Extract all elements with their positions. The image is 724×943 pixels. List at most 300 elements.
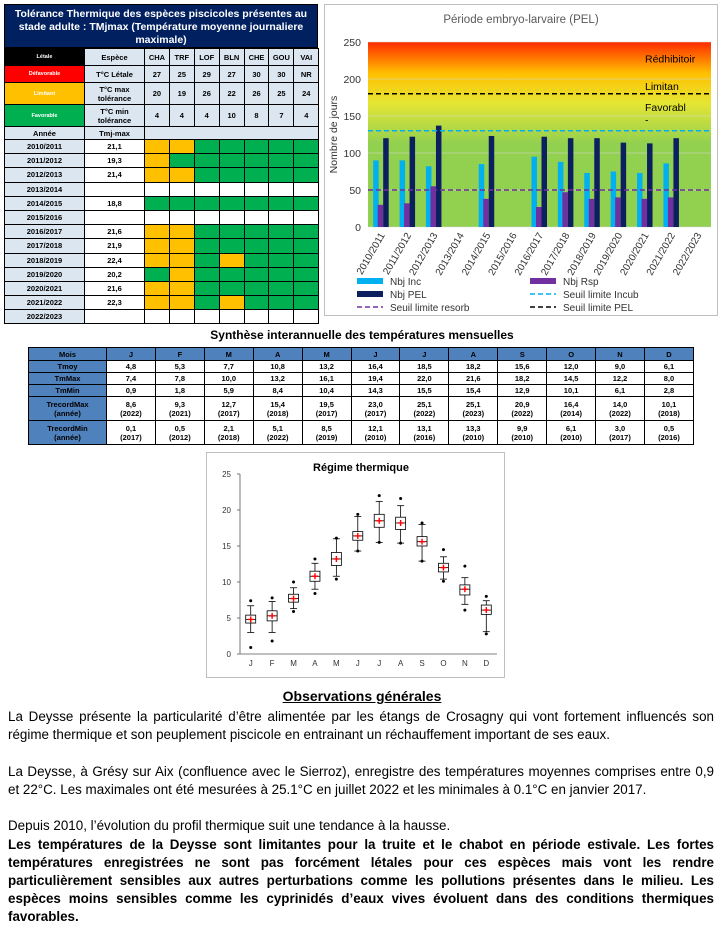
pel-zone-label: Limitan — [645, 81, 679, 94]
record-value: 25,1 — [417, 399, 432, 409]
table-row — [5, 225, 319, 239]
status-cell — [194, 210, 219, 224]
year-cell: 2010/2011 — [5, 140, 85, 154]
max-value: 25 — [269, 83, 294, 105]
synthese-value: 10,4 — [302, 385, 351, 397]
status-cell — [294, 296, 319, 310]
pel-bar-nbj-rsp — [536, 207, 542, 227]
pel-bar-nbj-pel — [594, 138, 600, 227]
regime-outlier — [292, 610, 295, 613]
regime-xtick: A — [397, 659, 404, 668]
record-label: TrecordMax — [46, 399, 89, 409]
pel-legend-swatch — [357, 278, 383, 284]
record-year: (2012) — [169, 432, 191, 442]
pel-bar-nbj-pel — [621, 143, 627, 227]
status-cell — [294, 267, 319, 281]
letale-value: 29 — [194, 66, 219, 83]
status-cell — [269, 210, 294, 224]
synthese-value: 1,8 — [155, 385, 204, 397]
regime-ytick: 25 — [222, 470, 231, 479]
record-value: 14,0 — [612, 399, 628, 409]
status-cell — [244, 196, 269, 210]
table-row — [29, 397, 694, 421]
record-year: (2014) — [560, 408, 582, 418]
synthese-value: 8,0 — [644, 373, 693, 385]
synthese-value: 4,8 — [107, 361, 156, 373]
record-label: TrecordMin — [47, 423, 88, 433]
record-value-cell — [449, 397, 498, 421]
status-cell — [269, 267, 294, 281]
status-cell — [294, 310, 319, 324]
status-cell — [169, 154, 194, 168]
table-row — [5, 127, 319, 140]
status-cell — [269, 239, 294, 253]
table-row — [5, 66, 319, 83]
min-value: 8 — [244, 105, 269, 127]
table-row — [29, 361, 694, 373]
table-row — [5, 239, 319, 253]
row-letale-label: T°C Létale — [85, 66, 145, 83]
status-cell — [145, 182, 170, 196]
pel-xtick: 2015/2016 — [486, 231, 520, 278]
table-row — [5, 267, 319, 281]
tmj-cell: 21,6 — [85, 225, 145, 239]
pel-bar-nbj-pel — [436, 126, 442, 227]
status-cell — [269, 310, 294, 324]
tmj-cell — [85, 210, 145, 224]
status-cell — [294, 253, 319, 267]
status-cell — [219, 310, 244, 324]
synthese-value: 14,3 — [351, 385, 400, 397]
status-cell — [169, 281, 194, 295]
status-cell — [269, 154, 294, 168]
max-value: 24 — [294, 83, 319, 105]
record-value-cell — [253, 421, 302, 445]
month-header: Mois — [29, 348, 107, 361]
status-cell — [269, 281, 294, 295]
synthese-value: 8,4 — [253, 385, 302, 397]
regime-xtick: N — [461, 659, 468, 668]
synthese-value: 15,6 — [498, 361, 547, 373]
status-cell — [294, 281, 319, 295]
pel-bar-nbj-rsp — [430, 186, 436, 227]
legend-favorable: Favorable — [5, 105, 85, 127]
regime-outlier — [399, 542, 402, 545]
regime-xtick: A — [312, 659, 318, 668]
synthese-value: 22,0 — [400, 373, 449, 385]
pel-xtick: 2016/2017 — [512, 231, 547, 278]
record-value: 9,9 — [516, 423, 528, 433]
synthese-value: 7,7 — [204, 361, 253, 373]
month-cell: J — [400, 348, 449, 361]
pel-legend-label: Seuil limite Incub — [563, 290, 639, 301]
month-cell: S — [498, 348, 547, 361]
max-value: 22 — [219, 83, 244, 105]
table-row — [5, 168, 319, 182]
regime-outlier — [442, 580, 445, 583]
status-cell — [194, 168, 219, 182]
record-value: 6,1 — [565, 423, 577, 433]
synthese-value: 14,5 — [547, 373, 596, 385]
record-year: (2017) — [217, 408, 240, 418]
synthese-value: 18,5 — [400, 361, 449, 373]
table-row — [5, 253, 319, 267]
tmj-cell: 18,8 — [85, 196, 145, 210]
regime-outlier — [378, 541, 381, 544]
table-row — [5, 296, 319, 310]
pel-xtick: 2012/2013 — [407, 231, 441, 278]
synthese-value: 12,2 — [596, 373, 645, 385]
letale-value: 30 — [244, 66, 269, 83]
tmj-cell — [85, 310, 145, 324]
status-cell — [244, 296, 269, 310]
regime-xtick: M — [333, 659, 340, 668]
synthese-value: 2,8 — [644, 385, 693, 397]
regime-ytick: 10 — [222, 578, 231, 587]
regime-chart — [206, 452, 505, 678]
year-cell: 2016/2017 — [5, 225, 85, 239]
synthese-value: 5,3 — [155, 361, 204, 373]
species-header: Espèce — [85, 49, 145, 66]
pel-xtick: 2022/2023 — [671, 231, 705, 278]
month-cell: A — [253, 348, 302, 361]
synthese-row-label: TmMax — [29, 373, 107, 385]
status-cell — [145, 154, 170, 168]
record-year: (2018) — [266, 408, 289, 418]
status-cell — [244, 154, 269, 168]
table-row — [29, 373, 694, 385]
max-value: 26 — [194, 83, 219, 105]
record-year: (2018) — [658, 408, 680, 418]
record-year: (2017) — [609, 432, 631, 442]
record-value-cell — [204, 421, 253, 445]
status-cell — [244, 267, 269, 281]
tolerance-title: Tolérance Thermique des espèces piscicoles présentes au stade adulte : TMjmax (Température moyenne journaliere maximale) — [4, 4, 318, 48]
status-cell — [169, 196, 194, 210]
status-cell — [194, 253, 219, 267]
pel-chart — [324, 4, 718, 316]
pel-bar-nbj-pel — [383, 138, 389, 227]
status-cell — [145, 168, 170, 182]
synthese-value: 6,1 — [596, 385, 645, 397]
record-value: 9,3 — [174, 399, 186, 409]
status-cell — [294, 140, 319, 154]
status-cell — [145, 196, 170, 210]
regime-ytick: 5 — [226, 614, 231, 623]
tmj-cell: 21,4 — [85, 168, 145, 182]
tmj-cell: 21,1 — [85, 140, 145, 154]
year-header: Année — [5, 127, 85, 140]
year-cell: 2013/2014 — [5, 182, 85, 196]
record-year: (2022) — [609, 408, 631, 418]
year-cell: 2018/2019 — [5, 253, 85, 267]
status-cell — [294, 196, 319, 210]
status-cell — [294, 225, 319, 239]
synthese-value: 13,2 — [302, 361, 351, 373]
species-cha: CHA — [145, 49, 170, 66]
status-cell — [244, 210, 269, 224]
legend-letale: Létale — [5, 49, 85, 66]
record-year: (2010) — [560, 432, 582, 442]
pel-xtick: 2017/2018 — [539, 231, 573, 278]
regime-xtick: J — [355, 659, 360, 668]
status-cell — [169, 182, 194, 196]
record-year: (2016) — [658, 432, 680, 442]
record-year: (2010) — [462, 432, 485, 442]
letale-value: 27 — [219, 66, 244, 83]
regime-outlier — [313, 592, 316, 595]
status-cell — [244, 140, 269, 154]
record-value: 3,0 — [614, 423, 626, 433]
record-value-cell — [547, 421, 596, 445]
record-value-cell — [351, 421, 400, 445]
obs-paragraph-1: La Deysse présente la particularité d’être alimentée par les étangs de Crosagny qui vont fortement influencés son régime thermique et son peuplement piscicole en entrainant un réchauffement important de ses eaux. — [8, 709, 714, 742]
table-row — [5, 281, 319, 295]
table-row — [5, 140, 319, 154]
table-row — [5, 196, 319, 210]
table-row — [5, 154, 319, 168]
pel-ytick: 200 — [343, 74, 361, 86]
record-value-cell — [204, 397, 253, 421]
tmj-cell: 19,3 — [85, 154, 145, 168]
row-min-label: T°C min tolérance — [85, 105, 145, 127]
pel-xtick: 2019/2020 — [592, 231, 626, 278]
month-cell: M — [204, 348, 253, 361]
obs-paragraph-4: Les températures de la Deysse sont limitantes pour la truite et le chabot en période estivale. Les fortes températures enregistrées ne sont pas forcément létales pour ces espèces mais vont les rendre particulièrement sensibles aux autres perturbations comme les pollutions présentes dans le milieu. Les espèces moins sensibles comme les cyprinidés d’eaux vives évoluent dans des conditions thermiques favorables. — [8, 837, 714, 924]
pel-xtick: 2013/2014 — [433, 231, 467, 278]
record-value: 5,1 — [272, 423, 283, 433]
regime-chart-svg — [207, 453, 504, 677]
status-cell — [145, 281, 170, 295]
pel-plot-area — [368, 42, 711, 227]
record-value-cell — [498, 397, 547, 421]
synthese-table — [28, 347, 694, 445]
min-value: 4 — [169, 105, 194, 127]
pel-legend-label: Nbj PEL — [390, 290, 427, 301]
synthese-value: 15,4 — [449, 385, 498, 397]
obs-paragraph-2: La Deysse, à Grésy sur Aix (confluence avec le Sierroz), enregistre des températures moyennes comprises entre 0,9 et 22°C. Les maximales ont été mesurées à 25.1°C en juillet 2022 et les minimales à 0.1°C en janvier 2017. — [8, 764, 714, 797]
pel-bar-nbj-pel — [673, 138, 679, 227]
year-cell: 2021/2022 — [5, 296, 85, 310]
regime-title: Régime thermique — [313, 462, 409, 474]
pel-legend-label: Nbj Inc — [390, 277, 422, 288]
pel-xtick: 2011/2012 — [381, 231, 415, 277]
status-cell — [294, 239, 319, 253]
status-cell — [169, 210, 194, 224]
status-cell — [269, 182, 294, 196]
table-row — [5, 182, 319, 196]
synthese-value: 12,9 — [498, 385, 547, 397]
year-cell: 2011/2012 — [5, 154, 85, 168]
species-che: CHE — [244, 49, 269, 66]
synthese-value: 7,4 — [107, 373, 156, 385]
tmj-cell: 22,3 — [85, 296, 145, 310]
record-value-cell — [644, 421, 693, 445]
table-row — [29, 348, 694, 361]
pel-ytick: 100 — [343, 148, 361, 160]
synthese-value: 18,2 — [449, 361, 498, 373]
regime-outlier — [421, 521, 424, 524]
synthese-value: 10,8 — [253, 361, 302, 373]
record-value: 0,5 — [663, 423, 675, 433]
regime-outlier — [249, 646, 252, 649]
status-cell — [194, 154, 219, 168]
year-cell: 2020/2021 — [5, 281, 85, 295]
synthese-row-label — [29, 421, 107, 445]
status-cell — [169, 239, 194, 253]
status-cell — [145, 267, 170, 281]
month-cell: N — [596, 348, 645, 361]
status-cell — [194, 182, 219, 196]
row-max-label: T°C max tolérance — [85, 83, 145, 105]
tolerance-table — [4, 4, 318, 324]
species-trf: TRF — [169, 49, 194, 66]
species-lof: LOF — [194, 49, 219, 66]
status-cell — [219, 267, 244, 281]
status-cell — [269, 140, 294, 154]
tmj-header: Tmj-max — [85, 127, 145, 140]
record-year: (2023) — [462, 408, 485, 418]
month-cell: J — [107, 348, 156, 361]
pel-bar-nbj-rsp — [642, 199, 648, 227]
pel-xtick: 2020/2021 — [618, 231, 652, 278]
status-cell — [219, 140, 244, 154]
year-cell: 2014/2015 — [5, 196, 85, 210]
status-cell — [219, 281, 244, 295]
record-value-cell — [155, 397, 204, 421]
max-value: 19 — [169, 83, 194, 105]
regime-ytick: 20 — [222, 506, 231, 515]
synthese-value: 5,9 — [204, 385, 253, 397]
status-cell — [169, 168, 194, 182]
status-cell — [219, 196, 244, 210]
regime-xtick: J — [248, 659, 253, 668]
status-cell — [294, 210, 319, 224]
regime-outlier — [249, 599, 252, 602]
record-year: (2022) — [266, 432, 289, 442]
record-value-cell — [302, 397, 351, 421]
record-value-cell — [400, 397, 449, 421]
record-value: 25,1 — [465, 399, 481, 409]
status-cell — [244, 239, 269, 253]
status-cell — [145, 296, 170, 310]
record-year: (2017) — [364, 408, 387, 418]
status-cell — [169, 253, 194, 267]
month-cell: A — [449, 348, 498, 361]
record-value: 19,5 — [319, 399, 334, 409]
status-cell — [244, 253, 269, 267]
status-cell — [169, 140, 194, 154]
synthese-value: 15,5 — [400, 385, 449, 397]
synthese-title: Synthèse interannuelle des températures mensuelles — [210, 328, 514, 342]
pel-zone-label: Rédhibitoir — [645, 53, 696, 66]
regime-outlier — [463, 609, 466, 612]
species-bln: BLN — [219, 49, 244, 66]
pel-xtick: 2014/2015 — [460, 231, 494, 278]
min-value: 7 — [269, 105, 294, 127]
synthese-value: 0,9 — [107, 385, 156, 397]
pel-bar-nbj-rsp — [483, 199, 489, 227]
pel-ytick: 50 — [349, 185, 361, 197]
pel-xtick: 2021/2022 — [644, 231, 679, 278]
record-value: 13,1 — [417, 423, 432, 433]
month-cell: J — [351, 348, 400, 361]
letale-value: 30 — [269, 66, 294, 83]
record-value: 16,4 — [563, 399, 579, 409]
status-cell — [194, 225, 219, 239]
record-value: 2,1 — [223, 423, 234, 433]
pel-bar-nbj-rsp — [615, 197, 621, 227]
pel-zone-label: - — [645, 114, 649, 127]
record-value-cell — [596, 397, 645, 421]
obs-paragraph-3: Depuis 2010, l’évolution du profil thermique suit une tendance à la hausse. — [8, 818, 451, 833]
regime-outlier — [335, 537, 338, 540]
regime-xtick: F — [269, 659, 275, 668]
synthese-value: 13,2 — [253, 373, 302, 385]
record-year: (2018) — [217, 432, 240, 442]
pel-ytick: 250 — [343, 37, 361, 49]
pel-bar-nbj-rsp — [378, 205, 384, 227]
max-value: 26 — [244, 83, 269, 105]
min-value: 10 — [219, 105, 244, 127]
year-cell: 2019/2020 — [5, 267, 85, 281]
letale-value: 27 — [145, 66, 170, 83]
legend-defavorable: Défavorable — [5, 66, 85, 83]
status-cell — [194, 140, 219, 154]
regime-outlier — [356, 513, 359, 516]
synthese-value: 6,1 — [644, 361, 693, 373]
record-year: (2017) — [315, 408, 338, 418]
record-value: 23,0 — [368, 399, 383, 409]
pel-bar-nbj-pel — [410, 137, 416, 227]
pel-ytick: 0 — [355, 222, 361, 234]
record-year: (2021) — [169, 408, 191, 418]
pel-xtick: 2018/2019 — [565, 231, 599, 278]
regime-xtick: J — [377, 659, 382, 668]
status-cell — [169, 296, 194, 310]
record-year: (2022) — [120, 408, 142, 418]
status-cell — [169, 310, 194, 324]
synthese-value: 19,4 — [351, 373, 400, 385]
min-value: 4 — [194, 105, 219, 127]
year-cell: 2015/2016 — [5, 210, 85, 224]
record-value: 8,5 — [321, 423, 332, 433]
pel-ylabel: Nombre de jours — [328, 95, 340, 174]
regime-outlier — [421, 560, 424, 563]
regime-xtick: M — [290, 659, 297, 668]
synthese-value: 10,0 — [204, 373, 253, 385]
regime-outlier — [313, 557, 316, 560]
regime-outlier — [378, 494, 381, 497]
tmj-cell: 20,2 — [85, 267, 145, 281]
record-value-cell — [644, 397, 693, 421]
regime-outlier — [271, 596, 274, 599]
status-cell — [269, 168, 294, 182]
status-cell — [219, 182, 244, 196]
regime-outlier — [463, 565, 466, 568]
synthese-row-label: Tmoy — [29, 361, 107, 373]
record-value: 15,4 — [270, 399, 285, 409]
synthese-row-label — [29, 397, 107, 421]
pel-zone-label: Favorabl — [645, 101, 686, 114]
month-cell: O — [547, 348, 596, 361]
pel-bar-nbj-pel — [568, 138, 574, 227]
status-cell — [194, 239, 219, 253]
status-cell — [145, 239, 170, 253]
synthese-value: 9,0 — [596, 361, 645, 373]
synthese-value: 21,6 — [449, 373, 498, 385]
synthese-value: 16,1 — [302, 373, 351, 385]
